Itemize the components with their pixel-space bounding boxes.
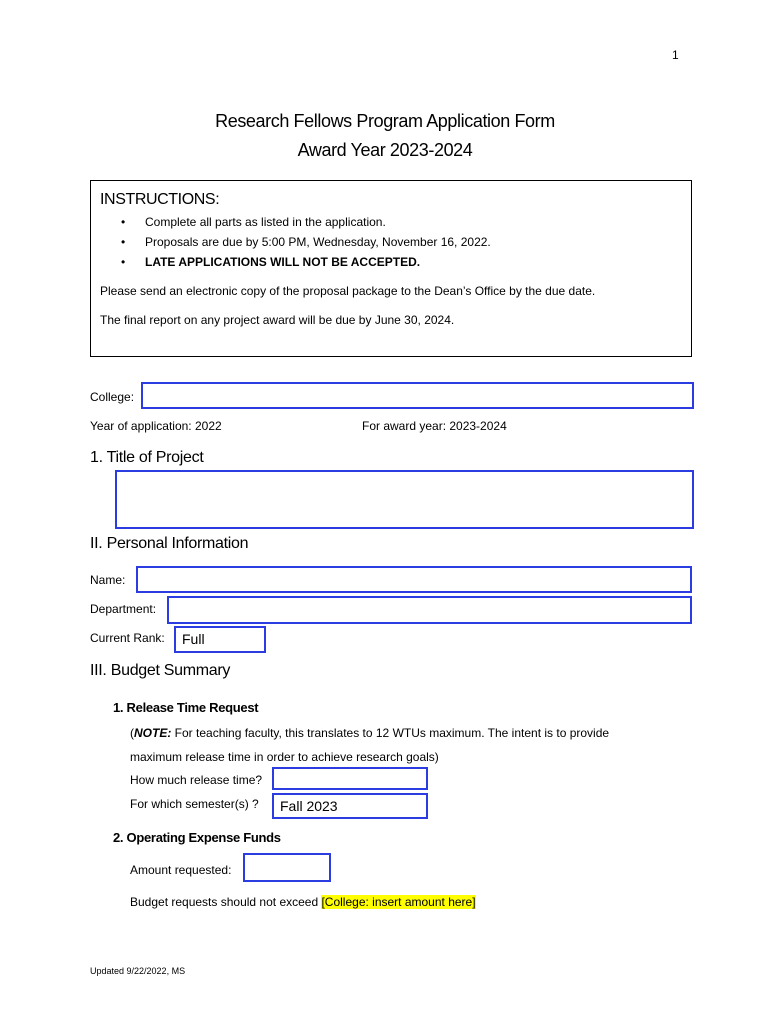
section-title-budget: III. Budget Summary <box>90 662 231 679</box>
year-of-application: Year of application: 2022 <box>90 419 222 433</box>
instruction-item-warning: LATE APPLICATIONS WILL NOT BE ACCEPTED. <box>145 255 421 269</box>
section-title-project: 1. Title of Project <box>90 449 204 466</box>
bullet-icon: • <box>121 215 126 229</box>
instructions-paragraph: Please send an electronic copy of the proposal package to the Dean’s Office by the due date. <box>100 284 596 298</box>
semester-field[interactable] <box>272 793 428 819</box>
college-value <box>143 384 692 388</box>
operating-expense-heading: 2. Operating Expense Funds <box>113 830 281 845</box>
note-open-paren: ( <box>130 726 134 740</box>
semester-label: For which semester(s) ? <box>130 797 259 811</box>
for-award-year: For award year: 2023-2024 <box>362 419 507 433</box>
rank-value: Full <box>182 631 205 647</box>
bullet-icon: • <box>121 235 126 249</box>
name-value <box>138 568 690 572</box>
amount-requested-label: Amount requested: <box>130 863 232 877</box>
release-amount-value <box>274 769 426 773</box>
department-label: Department: <box>90 602 157 616</box>
rank-label: Current Rank: <box>90 631 165 645</box>
college-label: College: <box>90 390 135 404</box>
instructions-box <box>90 180 692 357</box>
page-number: 1 <box>672 48 679 62</box>
instruction-item: Proposals are due by 5:00 PM, Wednesday, November 16, 2022. <box>145 235 491 249</box>
amount-requested-value <box>245 855 329 859</box>
budget-limit-text <box>130 895 476 909</box>
release-note <box>130 726 609 740</box>
name-label: Name: <box>90 573 126 587</box>
instruction-item: Complete all parts as listed in the application. <box>145 215 386 229</box>
section-title-personal: II. Personal Information <box>90 535 249 552</box>
release-amount-label: How much release time? <box>130 773 263 787</box>
note-text: For teaching faculty, this translates to 12 WTUs maximum. The intent is to provide <box>171 726 610 740</box>
footer-updated: Updated 9/22/2022, MS <box>90 966 186 976</box>
department-field[interactable] <box>167 596 692 624</box>
college-field[interactable] <box>141 382 694 409</box>
project-title-field[interactable] <box>115 470 694 529</box>
budget-limit-highlight: [College: insert amount here] <box>321 895 476 909</box>
amount-requested-field[interactable] <box>243 853 331 882</box>
instructions-paragraph: The final report on any project award will be due by June 30, 2024. <box>100 313 455 327</box>
semester-value: Fall 2023 <box>280 798 338 814</box>
release-amount-field[interactable] <box>272 767 428 790</box>
bullet-icon: • <box>121 255 126 269</box>
note-label: NOTE: <box>134 726 172 740</box>
release-time-heading: 1. Release Time Request <box>113 700 259 715</box>
award-year-title: Award Year 2023-2024 <box>297 140 473 160</box>
department-value <box>169 598 690 602</box>
instructions-heading: INSTRUCTIONS: <box>100 191 220 208</box>
release-note-line2: maximum release time in order to achieve research goals) <box>130 750 439 764</box>
form-title: Research Fellows Program Application Form <box>215 111 555 131</box>
budget-limit-prefix: Budget requests should not exceed <box>130 895 322 909</box>
project-title-value <box>117 472 692 476</box>
name-field[interactable] <box>136 566 692 593</box>
rank-field[interactable] <box>174 626 266 653</box>
